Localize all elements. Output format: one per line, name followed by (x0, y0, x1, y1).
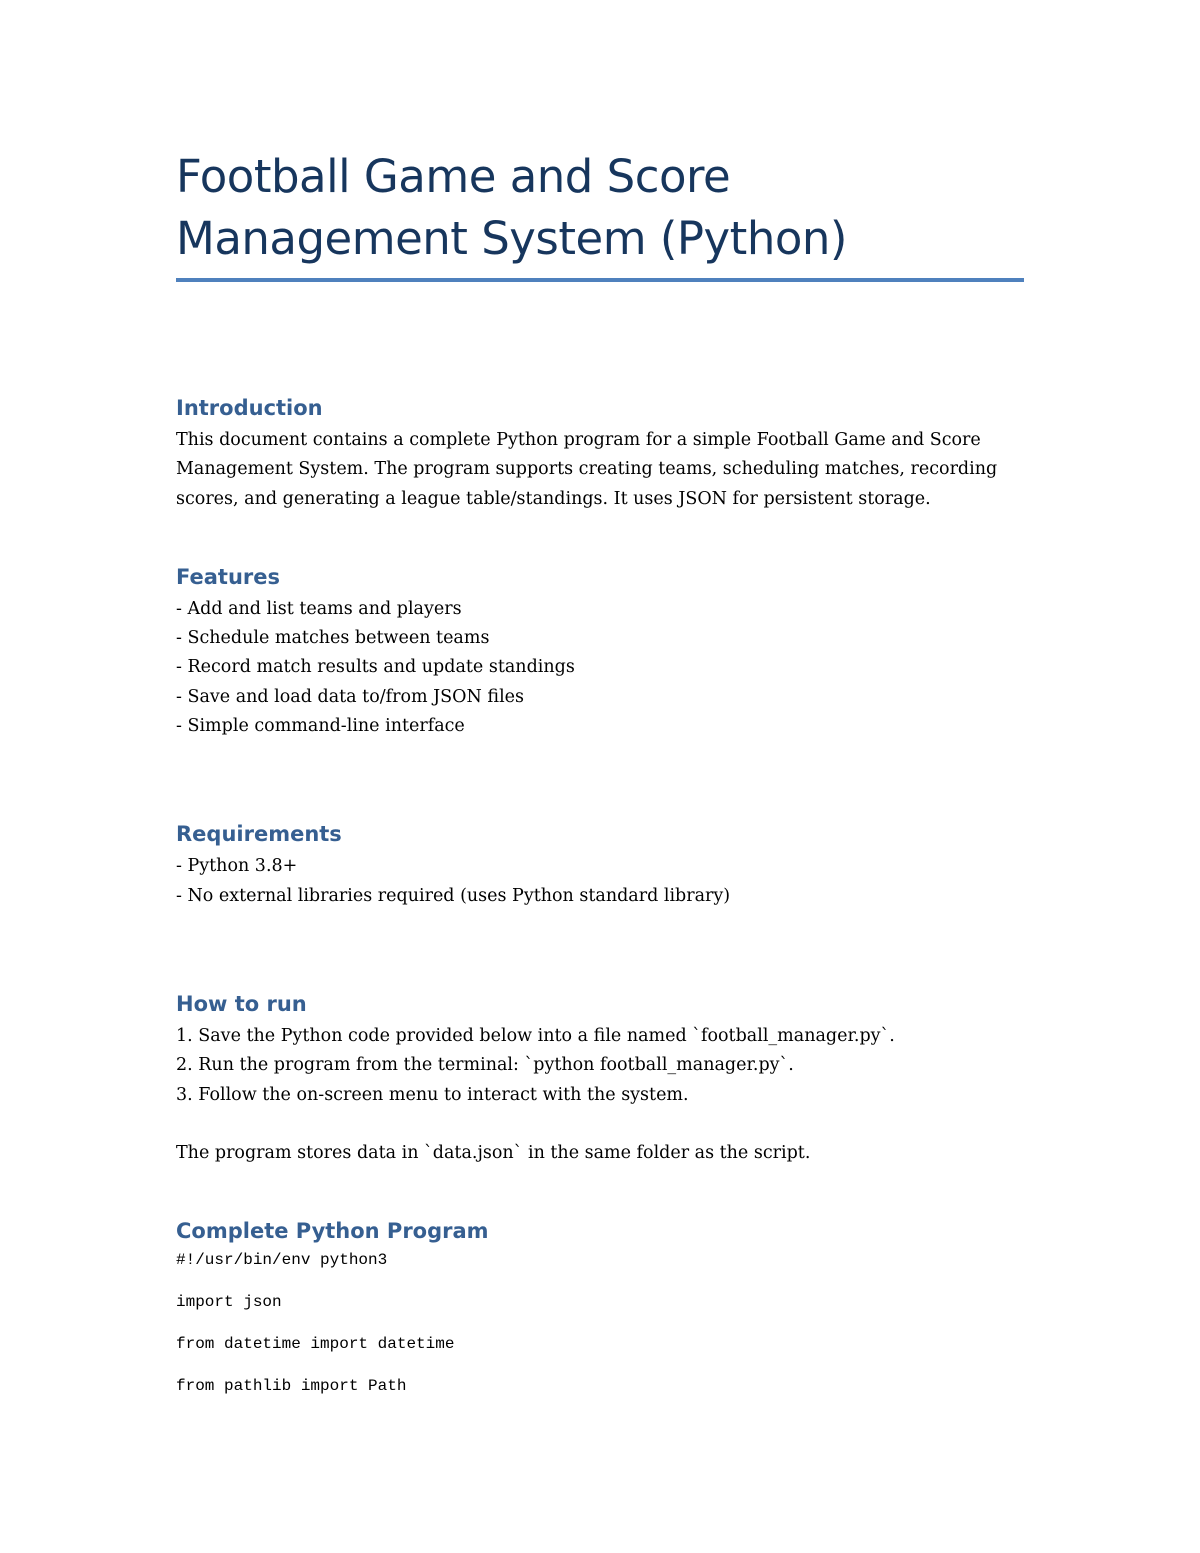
code-block (176, 1250, 1024, 1396)
requirements-item: - No external libraries required (uses Python standard library) (176, 885, 731, 906)
features-item: - Save and load data to/from JSON files (176, 686, 525, 707)
features-list (176, 595, 1024, 741)
features-item: - Simple command-line interface (176, 716, 465, 737)
features-item: - Schedule matches between teams (176, 628, 490, 649)
requirements-item: - Python 3.8+ (176, 856, 298, 877)
how-to-run-step: 3. Follow the on-screen menu to interact with the system. (176, 1084, 689, 1105)
introduction-paragraph: This document contains a complete Python program for a simple Football Game and Score Management System. The program supports creating teams, scheduling matches, recording scores, and generating a league table/standings. It uses JSON for persistent storage. (176, 430, 998, 509)
heading-introduction: Introduction (176, 396, 323, 420)
code-line: #!/usr/bin/env python3 (176, 1251, 388, 1270)
heading-complete-program: Complete Python Program (176, 1219, 489, 1244)
code-line: from datetime import datetime (176, 1335, 455, 1354)
heading-requirements: Requirements (176, 822, 342, 847)
code-line: from pathlib import Path (176, 1377, 407, 1396)
title-underline (176, 278, 1024, 282)
how-to-run-step: 2. Run the program from the terminal: `python football_manager.py`. (176, 1055, 794, 1076)
heading-features: Features (176, 564, 280, 589)
how-to-run-steps (176, 1022, 1024, 1110)
how-to-run-step: 1. Save the Python code provided below into a file named `football_manager.py`. (176, 1025, 895, 1046)
document-title: Football Game and Score Management System (Python) (176, 150, 847, 265)
how-to-run-note: The program stores data in `data.json` in the same folder as the script. (176, 1142, 811, 1163)
document-content (176, 146, 1024, 1396)
requirements-list (176, 852, 1024, 911)
features-item: - Add and list teams and players (176, 598, 462, 619)
heading-how-to-run: How to run (176, 991, 307, 1016)
features-item: - Record match results and update standings (176, 657, 575, 678)
code-line: import json (176, 1293, 282, 1312)
